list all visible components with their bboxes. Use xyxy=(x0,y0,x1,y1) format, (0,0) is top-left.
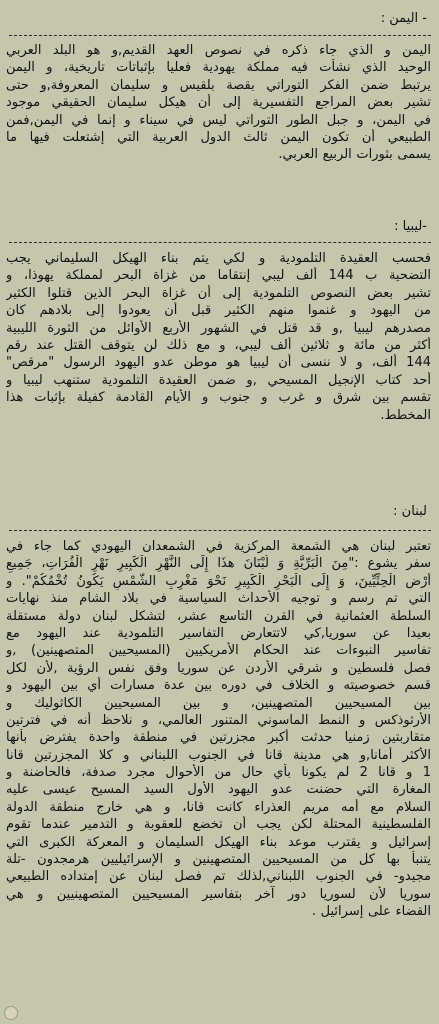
page-corner-icon xyxy=(4,1006,18,1020)
text-line: 144 ألف، و لا ننسى أن ليبيا هو موطن عدو اليهود الرسول "مرقص" xyxy=(6,355,431,371)
text-line: السلطة العثمانية في القرن التاسع عشر، لتشكل لبنان دولة مستقلة xyxy=(6,608,431,624)
text-line: في اليمن، و جبل الطور التوراتي ليس في سيناء و إنما في اليمن,فمن xyxy=(6,112,431,128)
text-line: تشير بعض النصوص التلمودية إلى أن غزاة البحر الذين قتلوا الكثير xyxy=(6,285,431,301)
text-line: تعتبر لبنان هي الشمعة المركزية في الشمعدان اليهودي كما جاء في xyxy=(6,539,431,554)
text-line: من اليهود و غنموا منهم الكثير قبل أن يعودوا إلى بلادهم كان xyxy=(6,303,431,319)
text-line: السلام مع أمه مريم العذراء كانت قانا، و هي خارج منطقة الدولة xyxy=(6,799,431,815)
divider-lebanon xyxy=(9,530,431,531)
divider-yemen xyxy=(9,35,431,36)
text-line: يرتبط ضمن الفكر التوراتي بقصة بلقيس و سليمان المعروفة,و حتى xyxy=(6,77,431,93)
text-line: المخطط. xyxy=(380,407,431,423)
text-line: يسمى بثورات الربيع العربي. xyxy=(278,147,431,163)
paragraph-libya xyxy=(6,250,431,424)
text-line: الأرثوذكس و النمط الماسوني المتنور العالمي، و نلاحظ أنه في فترتين xyxy=(6,712,431,728)
text-line: بعيدا عن سوريا,كي لاتتعارض التفاسير التلمودية عند اليهود مع xyxy=(6,625,431,641)
text-line: القضاء على إسرائيل . xyxy=(311,904,431,920)
text-line: تشير بعض المراجع التفسيرية إلى أن هيكل سليمان الحقيقي موجود xyxy=(6,95,431,111)
text-line: يتنبأ بها كل من المسيحيين المتصهينين و الإسرائيليين هرمجدون -تلة xyxy=(6,852,431,868)
text-line: التي تم رسم و توجيه الأحداث السياسية في بلاد الشام منذ نهايات xyxy=(6,591,431,607)
divider-libya xyxy=(9,242,431,243)
text-line: سفر يشوع :"مِنَ الْبَرِّيَّةِ وَ لُبْنَانَ هذَا إِلَى النَّهْرِ الْكَبِيرِ نَهْرِ الْفُرَاتِ، جَمِيعِ xyxy=(6,556,431,572)
text-line: فحسب العقيدة التلمودية و لكي يتم بناء الهيكل السليماني يجب xyxy=(6,251,431,266)
text-line: قسم خصوصيته و الخلاف في دوره بين عدة مسارات أي بين اليهود و xyxy=(6,678,431,694)
text-line: متقاربتين زمنيا حدثت أكبر مجزرتين في منطقة واحدة يفترض بأنها xyxy=(6,730,431,746)
paragraph-lebanon xyxy=(6,538,431,921)
text-line: أحد كتاب الإنجيل المسيحي ,و ضمن العقيدة التلمودية ستنهب ليبيا و xyxy=(6,372,431,388)
text-line: أكثر من مائة و ثلاثين ألف ليبي، و مع ذلك لن يتوقف القتل عند رقم xyxy=(6,337,431,353)
section-title-yemen: - اليمن : xyxy=(380,11,427,26)
text-line: تقسم بين شرق و غرب و جنوب و الأيام القادمة كفيلة بإثبات هذا xyxy=(6,390,431,406)
text-line: الأكثر أمانا,و هي مدينة قانا في الجنوب اللبناني و كلا المجزرتين قانا xyxy=(6,747,431,763)
text-line: أَرْضِ الْحِثِّيِّينَ، وَ إِلَى الْبَحْرِ الْكَبِيرِ نَحْوَ مَغْرِبِ الشَّمْسِ يَكُونُ تُخْمُكُمْ". و xyxy=(6,573,431,589)
text-line: الوحيد الذي نشأت فيه مملكة يهودية فعليا بإثباتات تاريخية، و اليمن xyxy=(6,60,431,76)
paragraph-yemen xyxy=(6,42,431,164)
text-line: مصدرهم ليبيا ,و قد قتل في الشهور الأربع الأوائل من الثورة الليبية xyxy=(6,320,431,336)
text-line: الطبيعي أن تكون اليمن ثالث الدول العربية التي إشتعلت فيها ما xyxy=(6,129,431,145)
text-line: سوريا لأن لسوريا دور آخر بتفاسير المسيحيين المتصهينيين و هي xyxy=(6,886,431,902)
text-line: التضحية ب 144 ألف ليبي إنتقاما من غزاة البحر لمملكة يهوذا، و xyxy=(6,268,431,284)
section-title-libya: -ليبيا : xyxy=(394,219,427,234)
text-line: بين المسيحيين المتصهينين، و بين المسيحيين الكاثوليك و xyxy=(6,695,431,711)
text-line: الفلسطينية المحتلة لكن يجب أن تخضع للعقوبة و التدمير عندما تقوم xyxy=(6,817,431,833)
text-line: المغارة التي حضنت عدو اليهود الأول السيد المسيح عيسى عليه xyxy=(6,782,431,798)
section-title-lebanon: لبنان : xyxy=(393,504,427,519)
text-line: فصل فلسطين و شرقي الأردن عن سوريا وفق نفس الرؤية ,لأن لكل xyxy=(6,660,431,676)
text-line: اليمن و الذي جاء ذكره في نصوص العهد القديم,و هو البلد العربي xyxy=(6,43,431,58)
text-line: مجيدو- في الجنوب اللبناني,لذلك تم فصل لبنان عن إمتداده الطبيعي xyxy=(6,869,431,885)
text-line: إسرائيل و يقترب موعد بناء الهيكل السليمان و المعركة الكبرى التي xyxy=(6,834,431,850)
text-line: تفاسير النبوءات عند الحكام الأمريكيين (المسيحيين المتصهينين) ,و xyxy=(6,643,431,659)
text-line: 1 و قانا 2 لم يكونا بأي حال من الأحوال مجرد صدفة، فالحاضنة و xyxy=(6,765,431,781)
